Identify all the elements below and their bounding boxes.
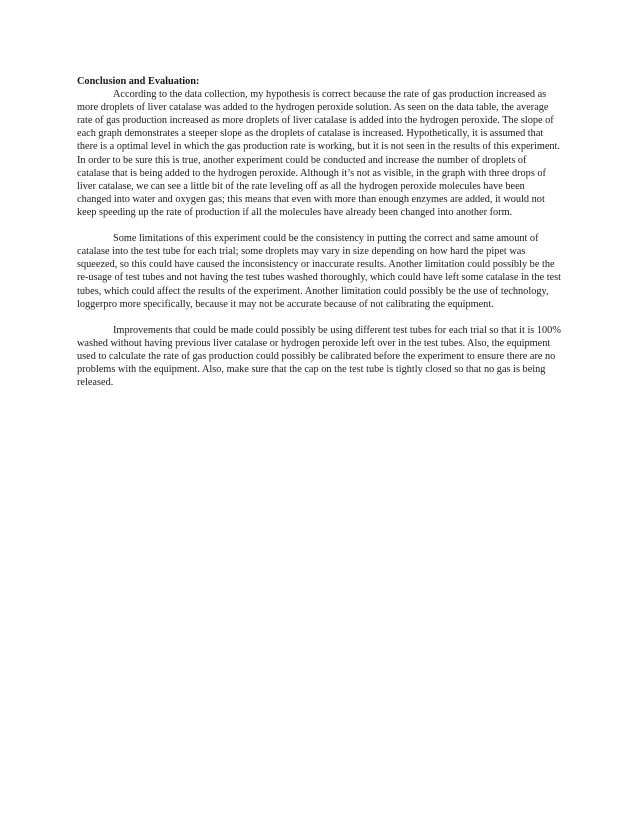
- paragraph-limitations: Some limitations of this experiment could be the consistency in putting the correct and same amount of catalase into the test tube for each trial; some droplets may vary in size depending on how hard the pipet was squeezed, so this could have caused the inconsistency or inaccurate results. Another limitation could possibly be the re-usage of test tubes and not having the test tubes washed thoroughly, which could have left some catalase in the test tubes, which could affect the results of the experiment. Another limitation could possibly be the use of technology, loggerpro more specifically, because it may not be accurate because of not calibrating the equipment.: [77, 233, 562, 310]
- section-heading: Conclusion and Evaluation:: [77, 76, 200, 87]
- document-body: [77, 75, 561, 389]
- paragraph-conclusion: According to the data collection, my hypothesis is correct because the rate of gas production increased as more droplets of liver catalase was added to the hydrogen peroxide solution. As seen on the data table, the average rate of gas production increased as more droplets of liver catalase is added into the hydrogen peroxide. The slope of each graph demonstrates a steeper slope as the droplets of catalase is increased. Hypothetically, it is assumed that there is a optimal level in which the gas production rate is working, but it is not seen in the results of this experiment. In order to be sure this is true, another experiment could be conducted and increase the number of droplets of catalase that is being added to the hydrogen peroxide. Although it’s not as visible, in the graph with three drops of liver catalase, we can see a little bit of the rate leveling off as all the hydrogen peroxide molecules have been changed into water and oxygen gas; this means that even with more than enough enzymes are added, it would not keep speeding up the rate of production if all the molecules have already been changed into another form.: [77, 89, 560, 218]
- paragraph-improvements: Improvements that could be made could possibly be using different test tubes for each trial so that it is 100% washed without having previous liver catalase or hydrogen peroxide left over in the test tubes. Also, the equipment used to calculate the rate of gas production could possibly be calibrated before the experiment to ensure there are no problems with the equipment. Also, make sure that the cap on the test tube is tightly closed so that no gas is being released.: [77, 324, 561, 389]
